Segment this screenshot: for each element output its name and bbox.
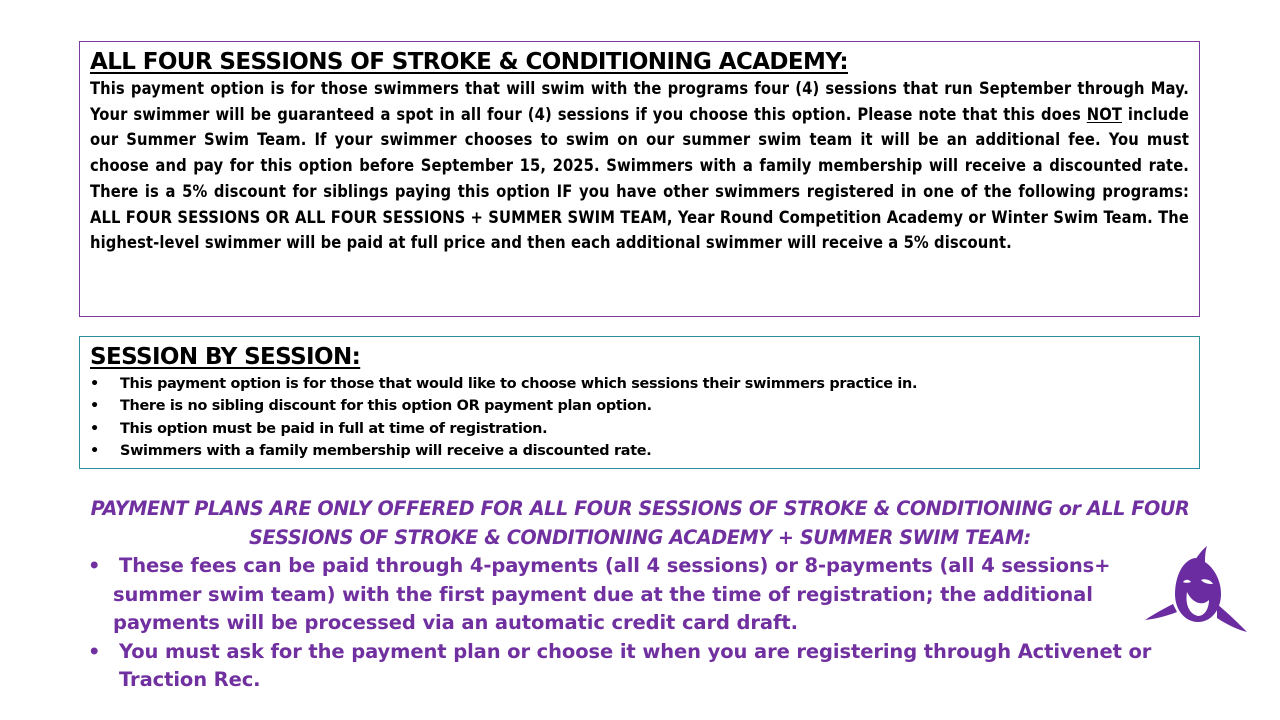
payment-plans-list xyxy=(88,552,1168,695)
payment-plans-heading: PAYMENT PLANS ARE ONLY OFFERED FOR ALL FOUR SESSIONS OF STROKE & CONDITIONING or ALL FOUR SESSIONS OF STROKE & CONDITIONING ACADEMY + SUMMER SWIM TEAM: xyxy=(90,497,1190,549)
session-by-session-list xyxy=(90,373,1189,463)
list-item: • There is no sibling discount for this option OR payment plan option. xyxy=(90,395,1189,417)
session-by-session-section xyxy=(79,336,1200,469)
orca-icon xyxy=(1143,546,1249,638)
not-emphasis: NOT xyxy=(1086,104,1122,124)
list-item: • You must ask for the payment plan or choose it when you are registering through Activenet or Traction Rec. xyxy=(88,639,1152,691)
bullet-icon: • xyxy=(90,420,99,437)
bullet-icon: • xyxy=(90,398,99,415)
description-part-1: This payment option is for those swimmers that will swim with the programs four (4) sessions that run September through May. Your swimmer will be guaranteed a spot in all four (4) sessions if you choose this option. Please note that this does xyxy=(90,79,1189,124)
all-four-sessions-heading: ALL FOUR SESSIONS OF STROKE & CONDITIONING ACADEMY: xyxy=(90,49,848,75)
all-four-sessions-description xyxy=(90,76,1189,256)
bullet-icon: • xyxy=(90,376,99,392)
session-by-session-heading: SESSION BY SESSION: xyxy=(90,344,361,370)
description-part-2: include our Summer Swim Team. If your swimmer chooses to swim on our summer swim team it will be an additional fee. You must choose and pay for this option before September 15, 2025. Swimmers with a family membership will receive a discounted rate. There is a 5% discount for siblings paying this option IF you have other swimmers registered in one of the following programs: ALL FOUR SESSIONS OR ALL FOUR SESSIONS + SUMMER SWIM TEAM, Year Round Competition Academy or Winter Swim Team. The highest-level swimmer will be paid at full price and then each additional swimmer will receive a 5% discount. xyxy=(90,104,1189,253)
list-item: • This payment option is for those that would like to choose which sessions their swimmers practice in. xyxy=(90,373,1189,395)
bullet-icon: • xyxy=(90,443,99,460)
list-item: • These fees can be paid through 4-payments (all 4 sessions) or 8-payments (all 4 sessions+ summer swim team) with the first payment due at the time of registration; the additional payments will be processed via an automatic credit card draft. xyxy=(88,554,1111,634)
all-four-sessions-section xyxy=(79,41,1200,317)
list-item: • This option must be paid in full at time of registration. xyxy=(90,418,1189,440)
bullet-icon: • xyxy=(88,639,101,663)
bullet-icon: • xyxy=(88,554,101,577)
list-item: • Swimmers with a family membership will receive a discounted rate. xyxy=(90,440,1189,462)
